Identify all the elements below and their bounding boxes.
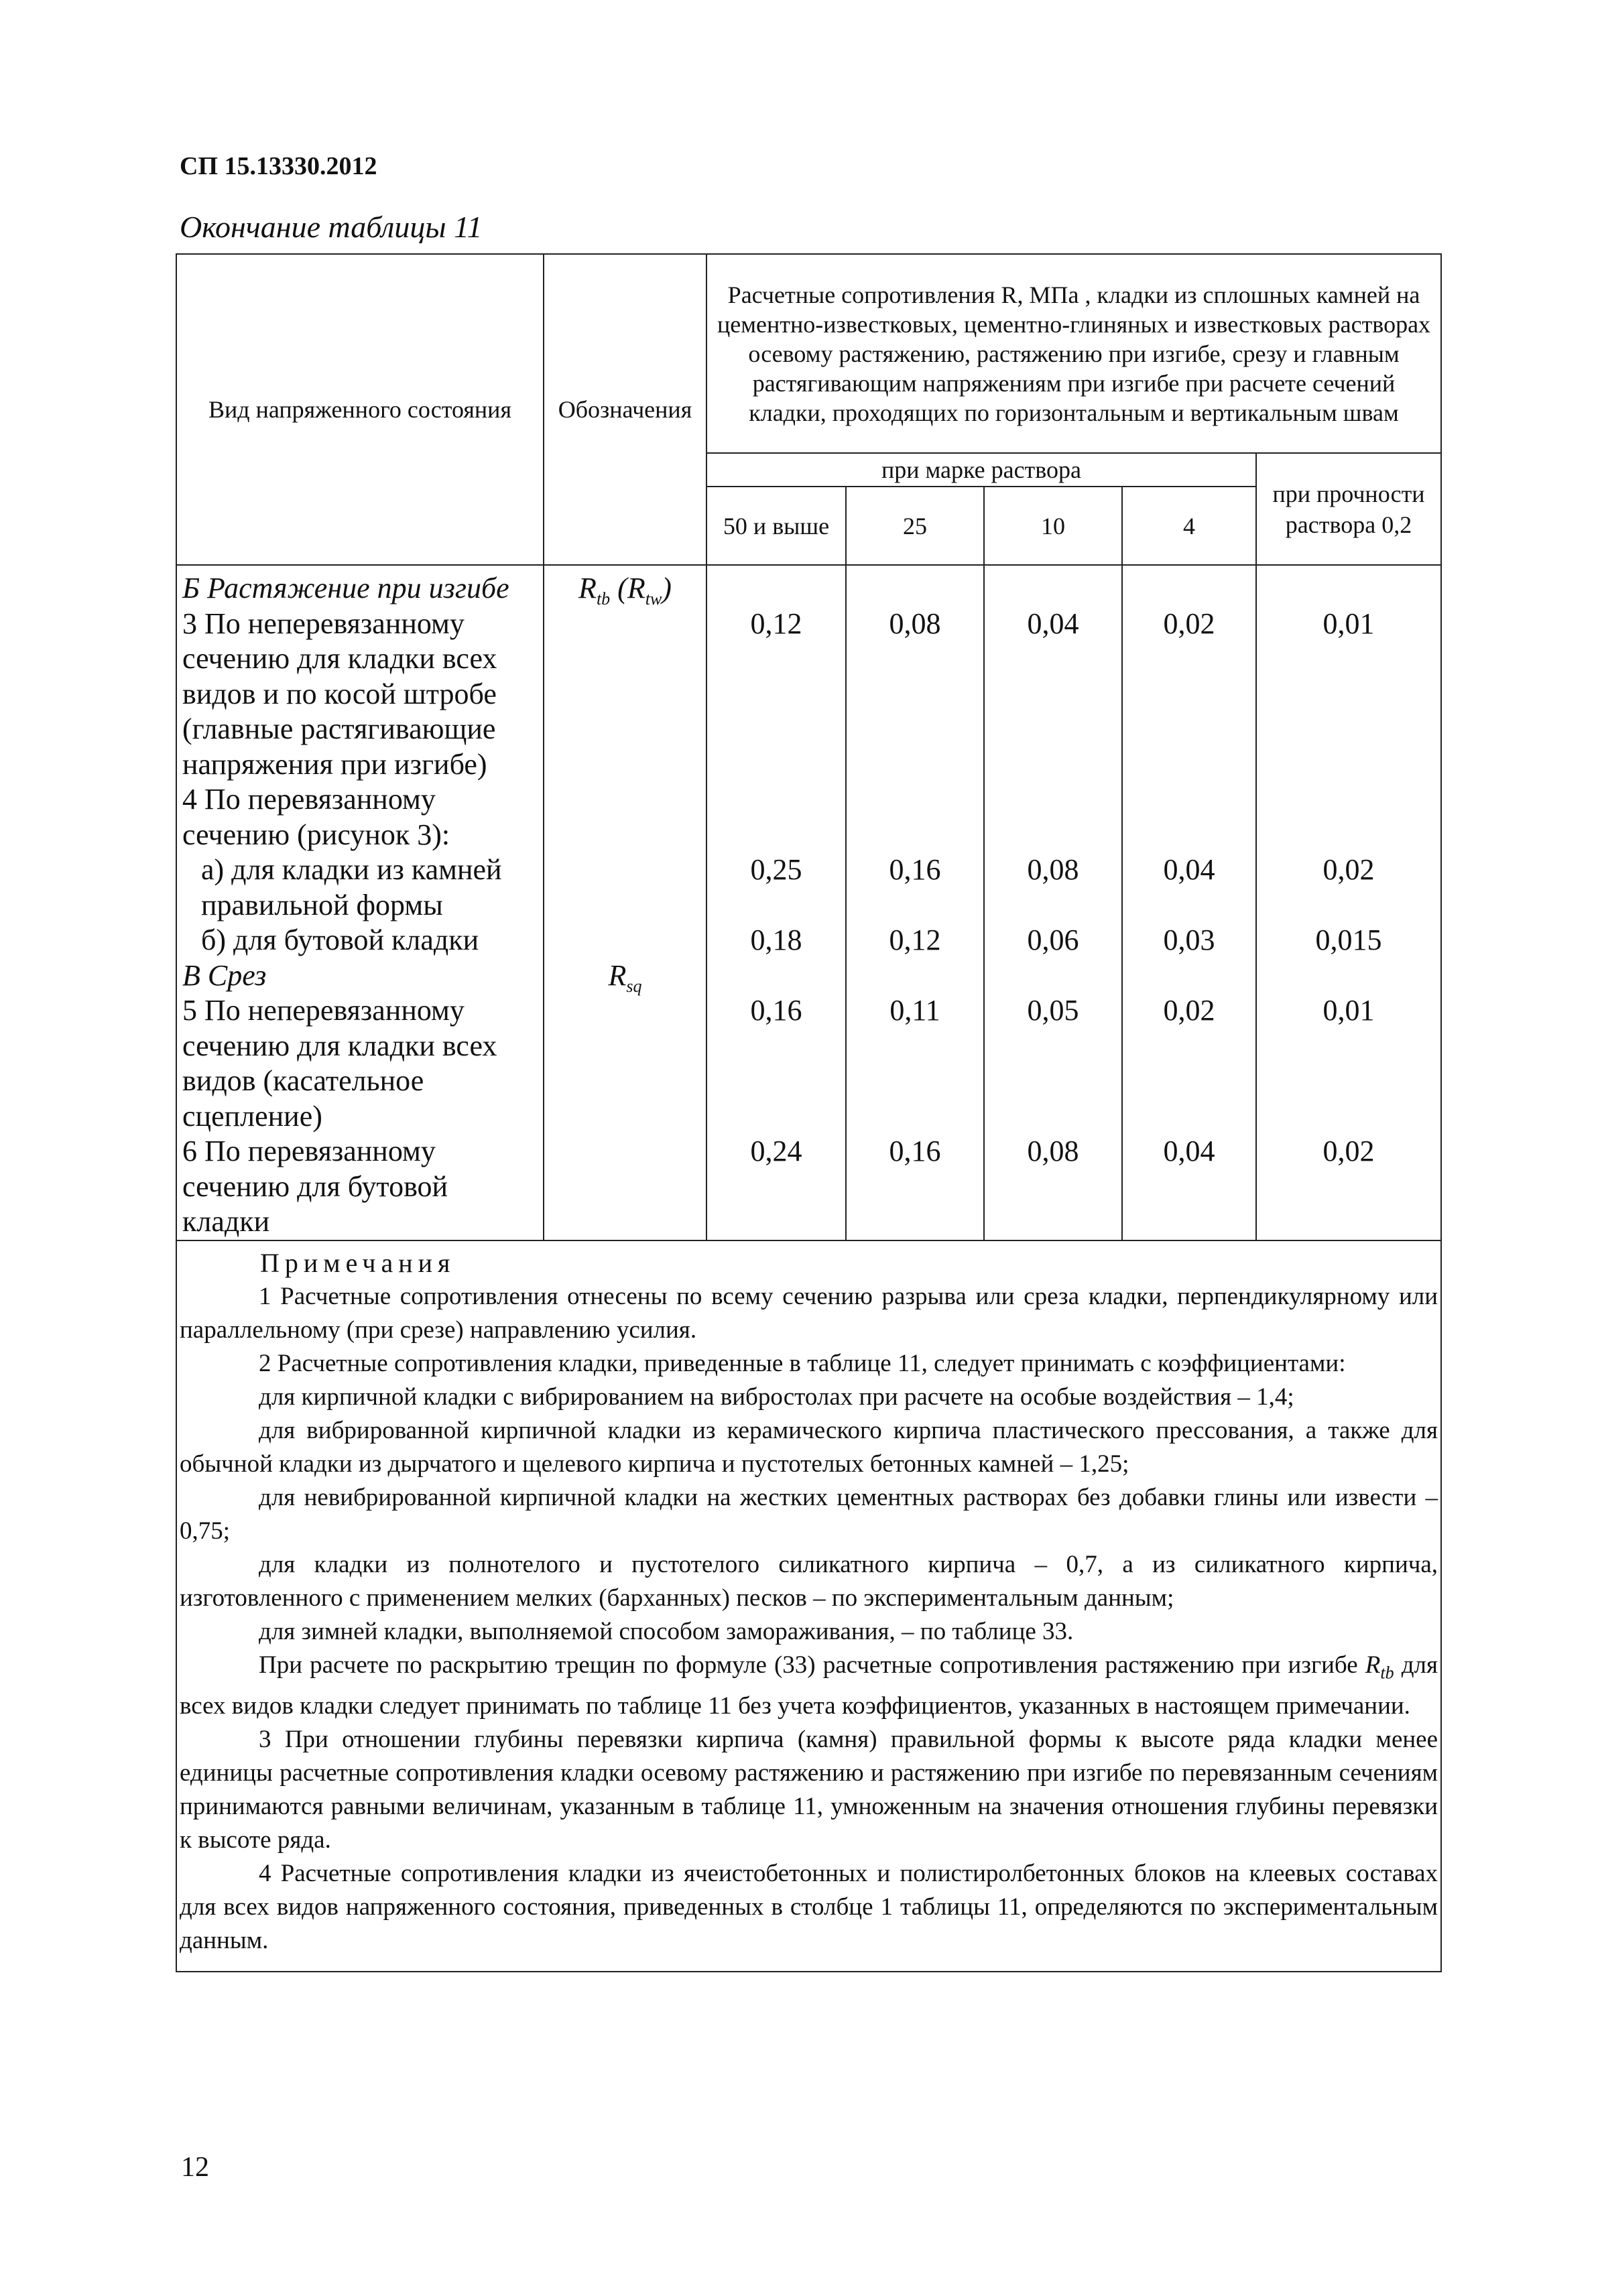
value-cell: 0,16 [889, 1135, 941, 1167]
row4-label: сечению (рисунок 3): [182, 818, 450, 851]
section-shear: В Срез [182, 958, 267, 992]
header-symbol: Обозначения [544, 254, 706, 565]
note-1: 1 Расчетные сопротивления отнесены по всему сечению разрыва или среза кладки, перпендикулярному или параллельному (при срезе) направлению усилия. [180, 1282, 1438, 1344]
header-grade-10: 10 [984, 487, 1122, 565]
row4a-label: а) для кладки из камней [201, 853, 502, 886]
value-cell: 0,01 [1322, 994, 1375, 1027]
notes-title: Примечания [260, 1247, 456, 1278]
table-caption: Окончание таблицы 11 [180, 210, 483, 244]
page-number: 12 [181, 2152, 209, 2183]
symbol-tension: $R_{tb}$ $(R_{tw})$ [578, 572, 672, 609]
note-2: 2 Расчетные сопротивления кладки, приведенные в таблице 11, следует принимать с коэффициентами: [259, 1349, 1346, 1377]
value-cell: 0,08 [1027, 853, 1079, 886]
section-tension-bending: Б Растяжение при изгибе [182, 572, 509, 604]
header-grade-25: 25 [846, 487, 984, 565]
row3-label: видов и по косой штробе [182, 677, 497, 710]
values-grade-4 [1122, 565, 1256, 1240]
value-cell: 0,02 [1322, 853, 1375, 886]
value-cell: 0,03 [1163, 923, 1215, 956]
stress-type-column [176, 565, 544, 1240]
note-2-coef-winter: для зимней кладки, выполняемой способом замораживания, – по таблице 33. [259, 1617, 1074, 1645]
value-cell: 0,24 [750, 1135, 802, 1167]
resistance-table [176, 253, 1442, 1972]
header-stress-type: Вид напряженного состояния [176, 254, 544, 565]
values-grade-25 [846, 565, 984, 1240]
header-grade-50: 50 и выше [706, 487, 846, 565]
value-cell: 0,01 [1322, 607, 1375, 640]
value-cell: 0,11 [889, 994, 940, 1027]
row6-label: 6 По перевязанному [182, 1135, 436, 1167]
value-cell: 0,06 [1027, 923, 1079, 956]
document-code: СП 15.13330.2012 [180, 152, 377, 180]
row3-label: напряжения при изгибе) [182, 747, 487, 781]
value-cell: 0,02 [1163, 607, 1215, 640]
value-cell: 0,16 [750, 994, 802, 1027]
row5-label: сечению для кладки всех [182, 1029, 497, 1062]
value-cell: 0,04 [1027, 607, 1079, 640]
header-mortar-grade: при марке раствора [706, 453, 1256, 487]
header-resistance-group: Расчетные сопротивления R, МПа , кладки из сплошных камней на цементно-известковых, цементно-глиняных и известковых растворах осевому растяжению, растяжению при изгибе, срезу и главным растягивающим напряжениям при изгибе при расчете сечений кладки, проходящих по горизонтальным и вертикальным швам [706, 254, 1441, 453]
value-cell: 0,05 [1027, 994, 1079, 1027]
row3-label: (главные растягивающие [182, 712, 496, 745]
value-cell: 0,02 [1322, 1135, 1375, 1167]
values-strength-0-2 [1256, 565, 1441, 1240]
notes-section [176, 1240, 1441, 1972]
note-4: 4 Расчетные сопротивления кладки из ячеистобетонных и полистиролбетонных блоков на клеевых составах для всех видов напряженного состояния, приведенных в столбце 1 таблицы 11, определяются по экспериментальным данным. [180, 1859, 1438, 1954]
note-2-coef-ceramic: для вибрированной кирпичной кладки из керамического кирпича пластического прессования, а также для обычной кладки из дырчатого и щелевого кирпича и пустотелых бетонных камней – 1,25; [180, 1416, 1438, 1478]
row3-label: сечению для кладки всех [182, 642, 497, 675]
values-grade-10 [984, 565, 1122, 1240]
value-cell: 0,04 [1163, 853, 1215, 886]
value-cell: 0,16 [889, 853, 941, 886]
note-2-coef-nonvibro: для невибрированной кирпичной кладки на жестких цементных растворах без добавки глины или извести – 0,75; [180, 1483, 1438, 1545]
row6-label: сечению для бутовой [182, 1169, 448, 1203]
row5-label: видов (касательное [182, 1064, 424, 1097]
value-cell: 0,08 [889, 607, 941, 640]
value-cell: 0,02 [1163, 994, 1215, 1027]
row3-label: 3 По неперевязанному [182, 607, 465, 640]
symbol-shear: $R_{sq}$ [608, 958, 642, 996]
value-cell: 0,25 [750, 853, 802, 886]
value-cell: 0,08 [1027, 1135, 1079, 1167]
header-mortar-strength: при прочности раствора 0,2 [1256, 453, 1441, 565]
value-cell: 0,015 [1315, 923, 1382, 956]
row4a-label: правильной формы [201, 888, 443, 921]
row5-label: сцепление) [182, 1099, 322, 1133]
value-cell: 0,04 [1163, 1135, 1215, 1167]
values-grade-50 [706, 565, 846, 1240]
value-cell: 0,18 [750, 923, 802, 956]
row4-label: 4 По перевязанному [182, 783, 436, 816]
row4b-label: б) для бутовой кладки [201, 923, 479, 956]
note-2-crack-calc: При расчете по раскрытию трещин по формуле (33) расчетные сопротивления растяжению при изгибе $R_{tb}$ для всех видов кладки следует принимать по таблице 11 без учета коэффициентов, указанных в настоящем примечании. [180, 1651, 1438, 1720]
header-grade-4: 4 [1122, 487, 1256, 565]
row5-label: 5 По неперевязанному [182, 994, 465, 1027]
row6-label: кладки [182, 1205, 270, 1238]
value-cell: 0,12 [750, 607, 802, 640]
note-3: 3 При отношении глубины перевязки кирпича (камня) правильной формы к высоте ряда кладки менее единицы расчетные сопротивления кладки осевому растяжению и растяжению при изгибе по перевязанным сечениям принимаются равными величинам, указанным в таблице 11, умноженным на значения отношения глубины перевязки к высоте ряда. [180, 1725, 1438, 1854]
value-cell: 0,12 [889, 923, 941, 956]
symbol-column [544, 565, 706, 1240]
note-2-coef-vibro: для кирпичной кладки с вибрированием на вибростолах при расчете на особые воздействия – 1,4; [259, 1383, 1294, 1411]
note-2-coef-silicate: для кладки из полнотелого и пустотелого силикатного кирпича – 0,7, а из силикатного кирпича, изготовленного с применением мелких (барханных) песков – по экспериментальным данным; [180, 1550, 1438, 1612]
